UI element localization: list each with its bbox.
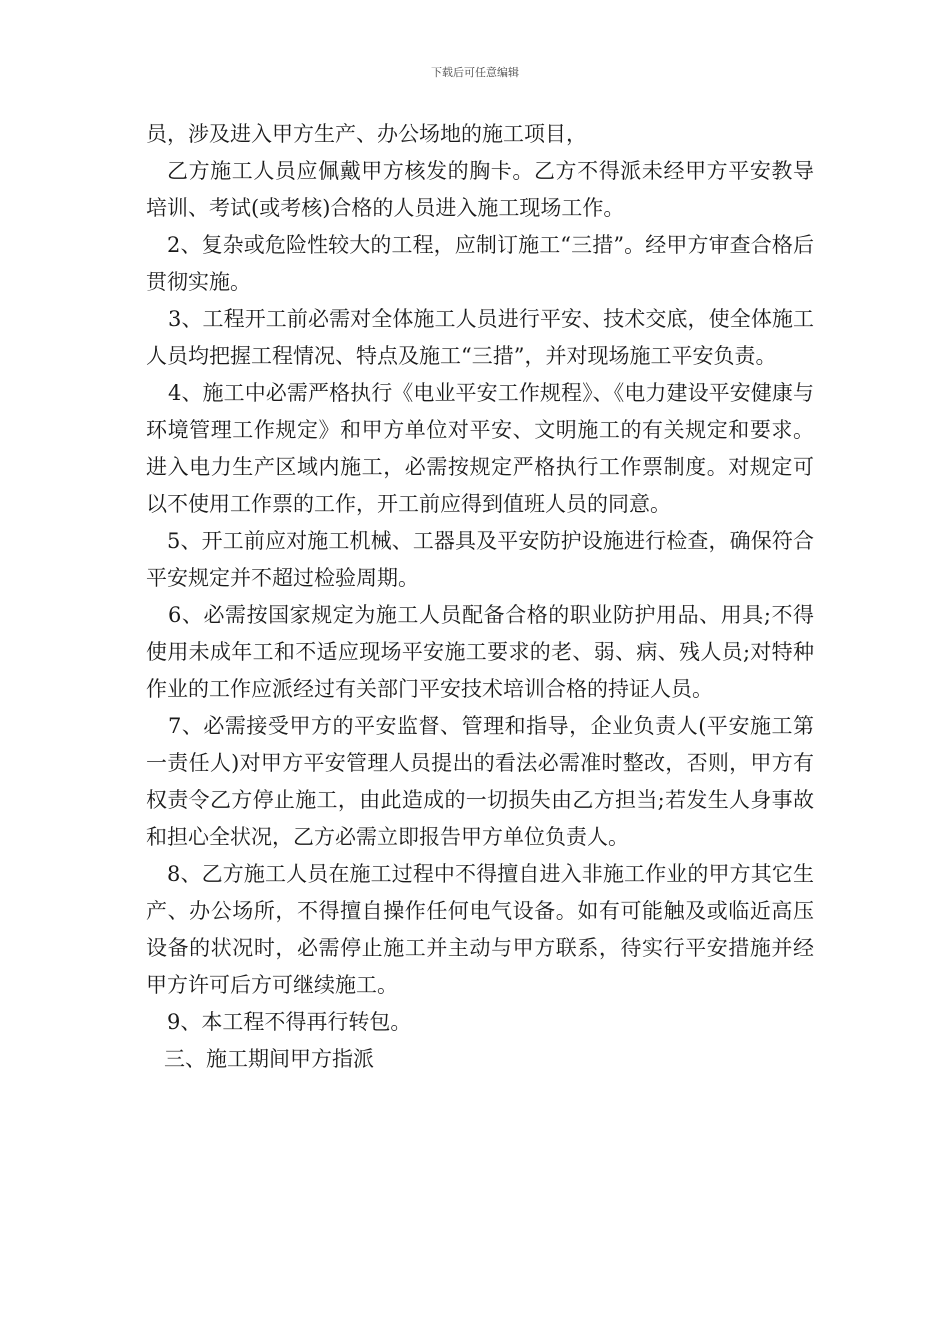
paragraph-item-2: 2、复杂或危险性较大的工程，应制订施工“三措”。经甲方审查合格后贯彻实施。 [146,233,814,294]
page-header: 下载后可任意编辑 [431,66,519,79]
paragraph-item-5: 5、开工前应对施工机械、工器具及平安防护设施进行检查，确保符合平安规定并不超过检验周期。 [146,529,814,590]
document-body [146,116,814,1078]
paragraph-item-3: 3、工程开工前必需对全体施工人员进行平安、技术交底，使全体施工人员均把握工程情况、特点及施工“三措”，并对现场施工平安负责。 [146,307,814,368]
paragraph-item-7: 7、必需接受甲方的平安监督、管理和指导，企业负责人(平安施工第一责任人)对甲方平安管理人员提出的看法必需准时整改，否则，甲方有权责令乙方停止施工，由此造成的一切损失由乙方担当;若发生人身事故和担心全状况，乙方必需立即报告甲方单位负责人。 [146,714,814,849]
paragraph-item-6: 6、必需按国家规定为施工人员配备合格的职业防护用品、用具;不得使用未成年工和不适应现场平安施工要求的老、弱、病、残人员;对特种作业的工作应派经过有关部门平安技术培训合格的持证人员。 [146,603,814,701]
paragraph-badge-rule: 乙方施工人员应佩戴甲方核发的胸卡。乙方不得派未经甲方平安教导培训、考试(或考核)合格的人员进入施工现场工作。 [146,159,814,220]
paragraph-item-9: 9、本工程不得再行转包。 [167,1010,412,1034]
paragraph-item-8: 8、乙方施工人员在施工过程中不得擅自进入非施工作业的甲方其它生产、办公场所，不得擅自操作任何电气设备。如有可能触及或临近高压设备的状况时，必需停止施工并主动与甲方联系，待实行平安措施并经甲方许可后方可继续施工。 [146,862,814,997]
paragraph-continuation: 员，涉及进入甲方生产、办公场地的施工项目， [146,122,587,146]
section-heading-3: 三、施工期间甲方指派 [164,1047,374,1071]
paragraph-item-4: 4、施工中必需严格执行《电业平安工作规程》、《电力建设平安健康与环境管理工作规定》和甲方单位对平安、文明施工的有关规定和要求。进入电力生产区域内施工，必需按规定严格执行工作票制度。对规定可以不使用工作票的工作，开工前应得到值班人员的同意。 [146,381,814,516]
